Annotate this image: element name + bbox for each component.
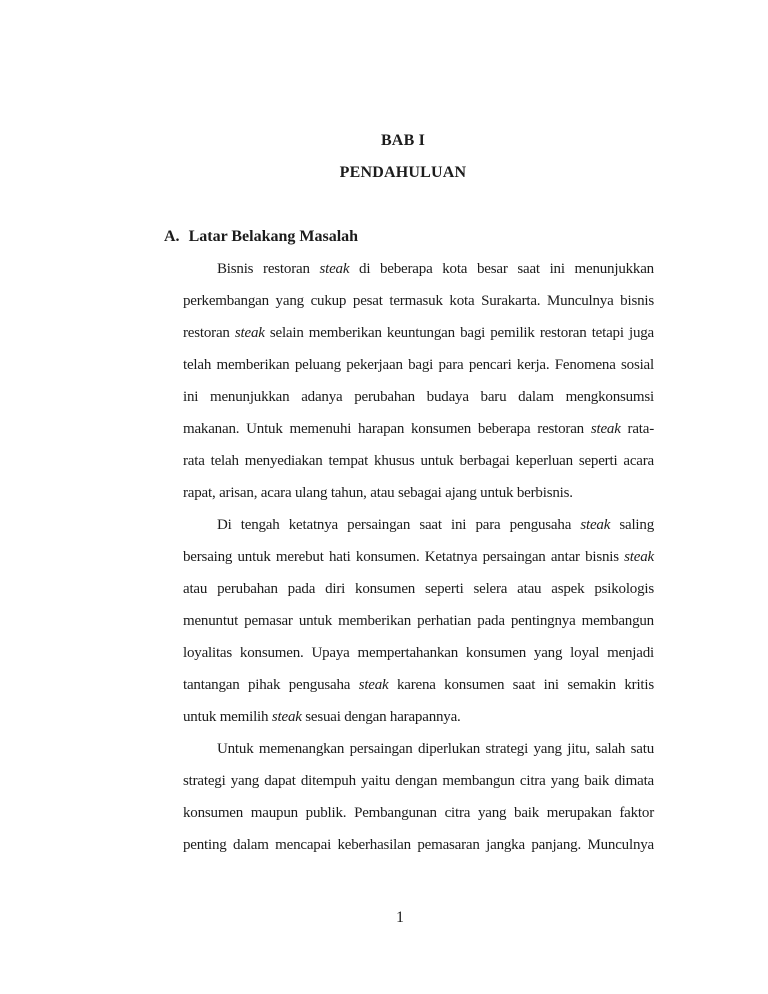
text-line [183,317,654,349]
text-run: Untuk memenangkan persaingan diperlukan strategi yang jitu, salah satu [217,741,654,757]
text-run: atau perubahan pada diri konsumen seperti selera atau aspek psikologis [183,581,654,597]
chapter-number: BAB I [380,132,426,149]
text-line [183,637,654,669]
text-run: perkembangan yang cukup pesat termasuk kota Surakarta. Munculnya bisnis [183,293,654,309]
text-run: bersaing untuk merebut hati konsumen. Ketatnya persaingan antar bisnis [183,549,625,565]
italic-run: steak [271,709,302,725]
text-line [183,445,654,477]
text-line [183,477,654,509]
chapter-title: PENDAHULUAN [339,164,467,181]
italic-run: steak [624,549,654,565]
text-line [183,349,654,381]
section-marker: A. [164,228,180,245]
text-line [183,253,654,285]
text-line [183,541,654,573]
text-run: di beberapa kota besar saat ini menunjukkan [349,261,654,277]
text-run: menuntut pemasar untuk memberikan perhatian pada pentingnya membangun [183,613,654,629]
text-run: karena konsumen saat ini semakin kritis [388,677,654,693]
text-run: selain memberikan keuntungan bagi pemilik restoran tetapi juga [264,325,654,341]
text-line [183,797,654,829]
text-line [183,669,654,701]
text-run: penting dalam mencapai keberhasilan pemasaran jangka panjang. Munculnya [183,837,654,853]
italic-run: steak [580,517,611,533]
text-run: saling [610,517,654,533]
paragraphs [183,253,654,861]
text-line [183,733,654,765]
text-line [183,381,654,413]
text-line [183,605,654,637]
italic-run: steak [358,677,389,693]
text-run: restoran [183,325,235,341]
text-run: Bisnis restoran [217,261,320,277]
text-run: rapat, arisan, acara ulang tahun, atau sebagai ajang untuk berbisnis. [183,485,573,501]
page-number: 1 [396,909,404,926]
text-run: untuk memilih [183,709,272,725]
section-heading [164,221,358,253]
text-run: loyalitas konsumen. Upaya mempertahankan konsumen yang loyal menjadi [183,645,654,661]
section-label: Latar Belakang Masalah [188,228,359,245]
italic-run: steak [590,421,621,437]
text-run: sesuai dengan harapannya. [301,709,461,725]
text-run: telah memberikan peluang pekerjaan bagi para pencari kerja. Fenomena sosial [183,357,654,373]
text-run: tantangan pihak pengusaha [183,677,359,693]
text-line [183,285,654,317]
text-line [183,573,654,605]
text-run: strategi yang dapat ditempuh yaitu dengan membangun citra yang baik dimata [183,773,654,789]
text-line [183,829,654,861]
italic-run: steak [234,325,265,341]
text-line [183,765,654,797]
text-run: rata telah menyediakan tempat khusus untuk berbagai keperluan seperti acara [183,453,654,469]
italic-run: steak [319,261,350,277]
chapter-heading [38,125,768,189]
text-run: ini menunjukkan adanya perubahan budaya baru dalam mengkonsumsi [183,389,654,405]
text-line [183,701,654,733]
text-run: makanan. Untuk memenuhi harapan konsumen beberapa restoran [183,421,591,437]
text-run: Di tengah ketatnya persaingan saat ini para pengusaha [217,517,581,533]
text-line [183,413,654,445]
text-run: rata- [620,421,654,437]
text-run: konsumen maupun publik. Pembangunan citra yang baik merupakan faktor [183,805,654,821]
text-line [183,509,654,541]
